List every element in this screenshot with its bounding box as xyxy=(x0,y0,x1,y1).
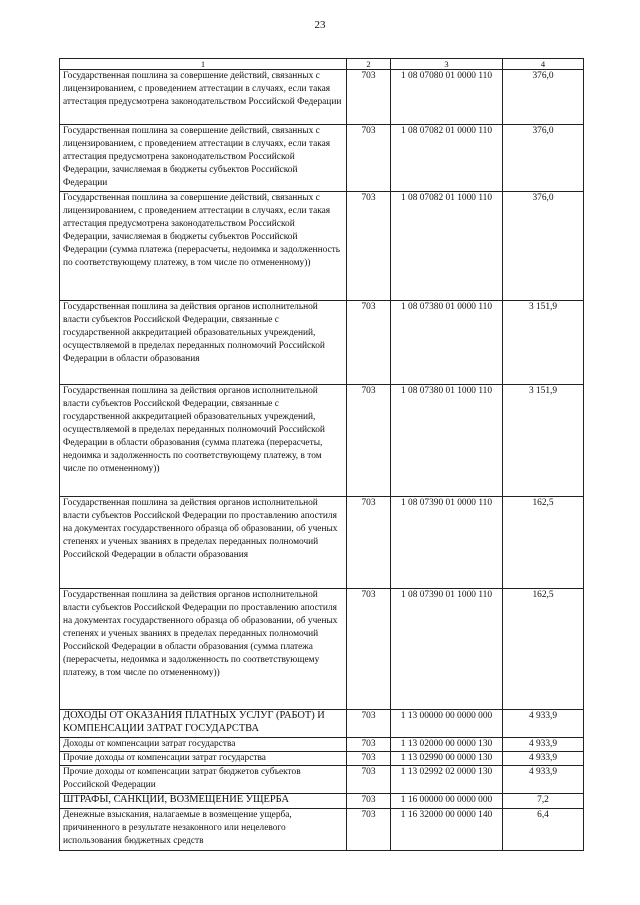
table-row xyxy=(60,809,584,851)
row-admin-code: 703 xyxy=(347,70,391,125)
row-admin-code: 703 xyxy=(347,794,391,809)
header-col-1: 1 xyxy=(60,59,347,70)
page-number: 23 xyxy=(314,19,326,31)
row-admin-code: 703 xyxy=(347,710,391,738)
row-name: Государственная пошлина за действия органов исполнительной власти субъектов Российской Федерации, связанные с государственной аккредитацией образовательных учреждений, осуществляемой в пределах переданных полномочий Российской Федерации в области образования xyxy=(60,301,347,385)
row-kbk-code: 1 08 07080 01 0000 110 xyxy=(391,70,503,125)
table-row xyxy=(60,766,584,794)
row-kbk-code: 1 08 07082 01 1000 110 xyxy=(391,192,503,301)
row-kbk-code: 1 13 00000 00 0000 000 xyxy=(391,710,503,738)
table-row xyxy=(60,70,584,125)
row-kbk-code: 1 08 07380 01 1000 110 xyxy=(391,385,503,497)
row-kbk-code: 1 08 07380 01 0000 110 xyxy=(391,301,503,385)
row-name: Государственная пошлина за действия органов исполнительной власти субъектов Российской Федерации по проставлению апостиля на документах государственного образца об образовании, об ученых степенях и ученых званиях в пределах переданных полномочий Российской Федерации в области образования xyxy=(60,497,347,589)
table-row xyxy=(60,589,584,710)
row-admin-code: 703 xyxy=(347,766,391,794)
row-admin-code: 703 xyxy=(347,385,391,497)
row-admin-code: 703 xyxy=(347,589,391,710)
row-admin-code: 703 xyxy=(347,809,391,851)
header-col-3: 3 xyxy=(391,59,503,70)
row-name: ДОХОДЫ ОТ ОКАЗАНИЯ ПЛАТНЫХ УСЛУГ (РАБОТ) И КОМПЕНСАЦИИ ЗАТРАТ ГОСУДАРСТВА xyxy=(60,710,347,738)
table-row xyxy=(60,301,584,385)
table-row xyxy=(60,125,584,192)
row-name: Государственная пошлина за совершение действий, связанных с лицензированием, с проведением аттестации в случаях, если такая аттестация предусмотрена законодательством Российской Федерации xyxy=(60,70,347,125)
row-name: Государственная пошлина за совершение действий, связанных с лицензированием, с проведением аттестации в случаях, если такая аттестация предусмотрена законодательством Российской Федерации, зачисляемая в бюджеты субъектов Российской Федерации (сумма платежа (перерасчеты, недоимка и задолженность по соответствующему платежу, в том числе по отмененному)) xyxy=(60,192,347,301)
row-amount: 3 151,9 xyxy=(503,385,584,497)
table-row xyxy=(60,497,584,589)
row-name: Государственная пошлина за действия органов исполнительной власти субъектов Российской Федерации, связанные с государственной аккредитацией образовательных учреждений, осуществляемой в пределах переданных полномочий Российской Федерации в области образования (сумма платежа (перерасчеты, недоимка и задолженность по соответствующему платежу, в том числе по отмененному)) xyxy=(60,385,347,497)
row-amount: 6,4 xyxy=(503,809,584,851)
row-amount: 4 933,9 xyxy=(503,766,584,794)
row-name: Прочие доходы от компенсации затрат бюджетов субъектов Российской Федерации xyxy=(60,766,347,794)
row-amount: 3 151,9 xyxy=(503,301,584,385)
table-row xyxy=(60,192,584,301)
row-name: Государственная пошлина за действия органов исполнительной власти субъектов Российской Федерации по проставлению апостиля на документах государственного образца об образовании, об ученых степенях и ученых званиях в пределах переданных полномочий Российской Федерации в области образования (сумма платежа (перерасчеты, недоимка и задолженность по соответствующему платежу, в том числе по отмененному)) xyxy=(60,589,347,710)
row-kbk-code: 1 13 02992 02 0000 130 xyxy=(391,766,503,794)
row-kbk-code: 1 08 07082 01 0000 110 xyxy=(391,125,503,192)
row-name: Прочие доходы от компенсации затрат государства xyxy=(60,752,347,766)
row-admin-code: 703 xyxy=(347,192,391,301)
table-row xyxy=(60,710,584,738)
table-row xyxy=(60,385,584,497)
row-amount: 162,5 xyxy=(503,497,584,589)
header-col-2: 2 xyxy=(347,59,391,70)
row-amount: 376,0 xyxy=(503,192,584,301)
header-col-4: 4 xyxy=(503,59,584,70)
table-row xyxy=(60,738,584,752)
row-kbk-code: 1 13 02000 00 0000 130 xyxy=(391,738,503,752)
row-amount: 4 933,9 xyxy=(503,738,584,752)
row-admin-code: 703 xyxy=(347,497,391,589)
row-kbk-code: 1 08 07390 01 0000 110 xyxy=(391,497,503,589)
row-amount: 4 933,9 xyxy=(503,752,584,766)
row-admin-code: 703 xyxy=(347,125,391,192)
table-header-row xyxy=(60,59,584,70)
table-row xyxy=(60,794,584,809)
table-row xyxy=(60,752,584,766)
row-kbk-code: 1 16 32000 00 0000 140 xyxy=(391,809,503,851)
row-kbk-code: 1 08 07390 01 1000 110 xyxy=(391,589,503,710)
budget-table xyxy=(59,58,584,851)
row-admin-code: 703 xyxy=(347,301,391,385)
row-admin-code: 703 xyxy=(347,738,391,752)
row-kbk-code: 1 16 00000 00 0000 000 xyxy=(391,794,503,809)
row-name: Денежные взыскания, налагаемые в возмещение ущерба, причиненного в результате незаконного или нецелевого использования бюджетных средств xyxy=(60,809,347,851)
row-amount: 162,5 xyxy=(503,589,584,710)
row-name: Государственная пошлина за совершение действий, связанных с лицензированием, с проведением аттестации в случаях, если такая аттестация предусмотрена законодательством Российской Федерации, зачисляемая в бюджеты субъектов Российской Федерации xyxy=(60,125,347,192)
row-amount: 7,2 xyxy=(503,794,584,809)
row-amount: 376,0 xyxy=(503,70,584,125)
row-amount: 4 933,9 xyxy=(503,710,584,738)
row-admin-code: 703 xyxy=(347,752,391,766)
row-amount: 376,0 xyxy=(503,125,584,192)
row-name: Доходы от компенсации затрат государства xyxy=(60,738,347,752)
row-kbk-code: 1 13 02990 00 0000 130 xyxy=(391,752,503,766)
row-name: ШТРАФЫ, САНКЦИИ, ВОЗМЕЩЕНИЕ УЩЕРБА xyxy=(60,794,347,809)
